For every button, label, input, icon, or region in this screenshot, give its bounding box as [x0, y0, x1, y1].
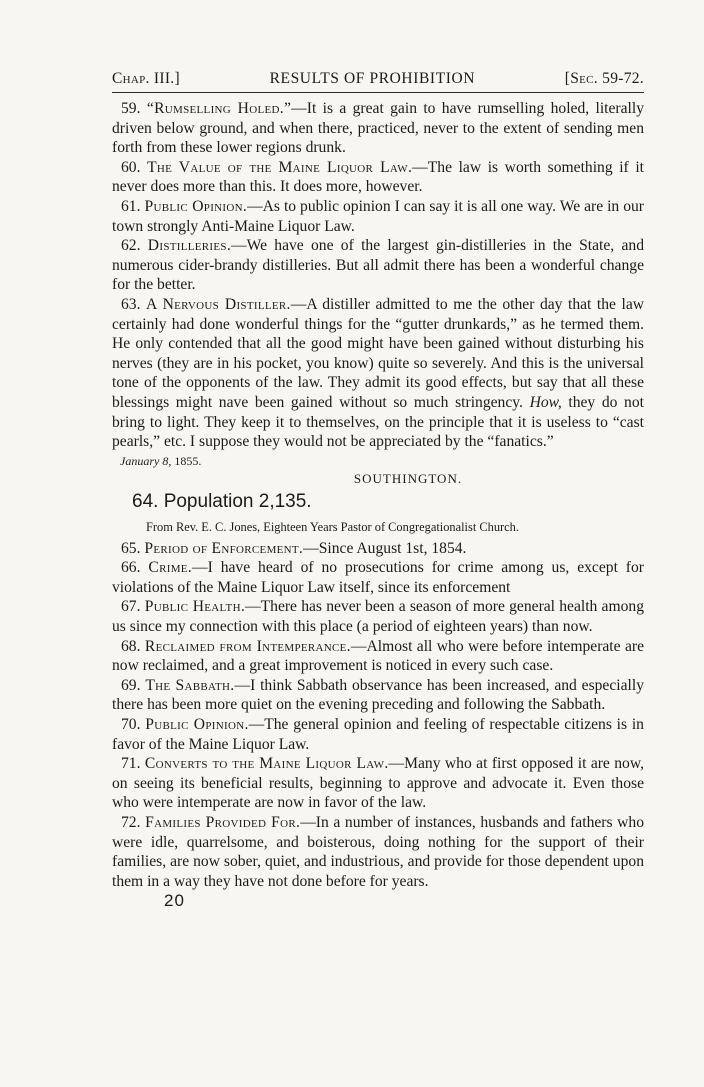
- paragraph-heading: Families Provided For.: [145, 814, 301, 831]
- paragraphs-bottom: [112, 539, 644, 892]
- paragraph-70: 70. Public Opinion.—The general opinion and feeling of respectable citizens is in favor of the Maine Liquor Law.: [112, 716, 644, 753]
- section-range: [Sec. 59-72.: [564, 70, 644, 87]
- letter-date: January 8, 1855.: [120, 453, 202, 468]
- paragraph-61: 61. Public Opinion.—As to public opinion I can say it is all one way. We are in our town strongly Anti-Maine Liquor Law.: [112, 197, 644, 235]
- town-heading: SOUTHINGTON.: [353, 470, 463, 486]
- running-title: RESULTS OF PROHIBITION: [269, 70, 476, 87]
- paragraph-65: 65. Period of Enforcement.—Since August 1st, 1854.: [121, 539, 467, 557]
- paragraph-heading: Distilleries.: [147, 237, 232, 255]
- paragraph-63: 63. A Nervous Distiller.—A distiller admitted to me the other day that the law certainly had done wonderful things for the “gutter drunkards,” as he termed them. He only contended that all the good might have been gained without disturbing his nerves (they are in his pocket, you know) quite so severely. And this is the universal tone of the opponents of the law. They admit its good effects, but say that all these blessings might nave been gained without so much stringency. How, they do not bring to light. They keep it to themselves, on the principle that it is useless to “cast pearls,” etc. I suppose they would not be appreciated by the “fanatics.”: [112, 295, 645, 451]
- paragraph-67: 67. Public Health.—There has never been a season of more general health among us since my connection with this place (a period of eighteen years) than now.: [112, 598, 644, 636]
- paragraph-72: 72. Families Provided For.—In a number of instances, husbands and fathers who were idle, quarrelsome, and boisterous, doing nothing for the support of their families, are now sober, quiet, and industrious, and provide for those dependent upon them in a way they have not done before for years.: [112, 814, 644, 890]
- page-number: 20: [164, 891, 185, 911]
- chapter-label: Chap. III.]: [112, 70, 180, 87]
- paragraph-62: 62. Distilleries.—We have one of the largest gin-distilleries in the State, and numerous cider-brandy distilleries. But all admit there has been a wonderful change for the better.: [112, 237, 644, 294]
- emphasis: How,: [529, 393, 562, 411]
- paragraph-68: 68. Reclaimed from Intemperance.—Almost all who were before intemperate are now reclaimed, and a great improvement is noticed in every such case.: [112, 637, 644, 675]
- paragraph-heading: “Rumselling Holed.”: [146, 100, 292, 117]
- running-header: [112, 70, 644, 93]
- paragraph-heading: A Nervous Distiller.: [146, 295, 291, 313]
- paragraph-60: 60. The Value of the Maine Liquor Law.—The law is worth something if it never does more than this. It does more, however.: [112, 158, 645, 196]
- paragraph-66: 66. Crime.—I have heard of no prosecutions for crime among us, except for violations of the Maine Liquor Law itself, since its enforcement: [112, 559, 644, 596]
- book-page: [112, 70, 644, 911]
- paragraph-heading: Crime.: [148, 559, 193, 577]
- paragraph-heading: The Value of the Maine Liquor Law.: [147, 158, 413, 176]
- paragraph-heading: Public Health.: [144, 598, 246, 616]
- paragraph-69: 69. The Sabbath.—I think Sabbath observance has been increased, and especially there has been more quiet on the evening preceding and following the Sabbath.: [112, 676, 644, 714]
- paragraph-heading: Public Opinion.: [145, 716, 249, 734]
- paragraph-59: 59. “Rumselling Holed.”—It is a great gain to have rumselling holed, literally driven below ground, and when there, practiced, never to the extent of sending men forth from these lower regions drunk.: [112, 100, 644, 157]
- paragraph-heading: Period of Enforcement.: [144, 539, 304, 557]
- paragraph-heading: Reclaimed from Intemperance.: [144, 637, 351, 655]
- population-line: 64. Population 2,135.: [132, 490, 312, 512]
- paragraph-71: 71. Converts to the Maine Liquor Law.—Many who at first opposed it are now, on seeing its beneficial results, beginning to approve and advocate it. Even those who were intemperate are now in favor of the law.: [112, 755, 644, 812]
- paragraph-heading: Converts to the Maine Liquor Law.: [144, 755, 389, 773]
- paragraph-heading: The Sabbath.: [145, 676, 235, 694]
- paragraph-heading: Public Opinion.: [144, 197, 248, 215]
- paragraphs-top: [112, 99, 644, 452]
- source-line: From Rev. E. C. Jones, Eighteen Years Pastor of Congregationalist Church.: [146, 519, 519, 534]
